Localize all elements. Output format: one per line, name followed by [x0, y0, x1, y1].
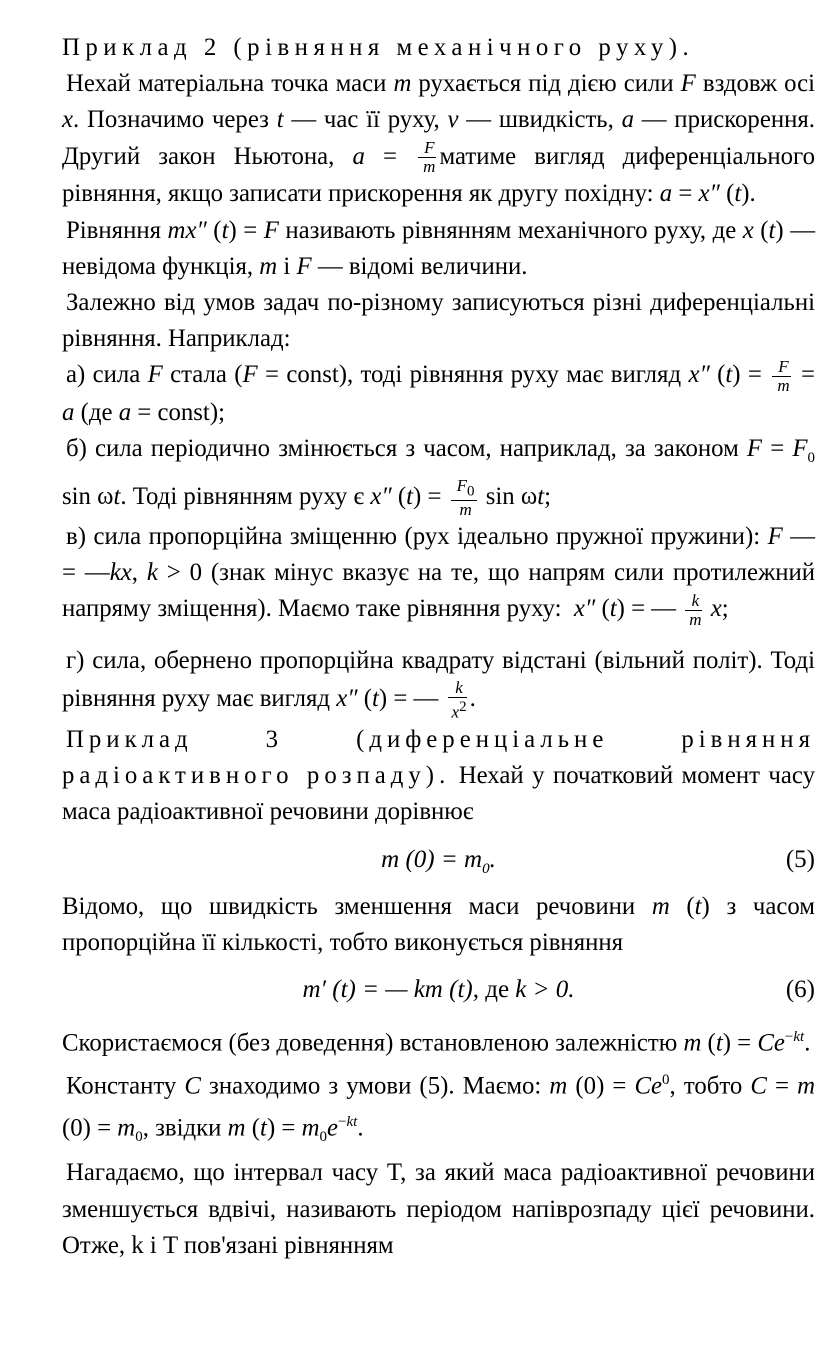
fraction: $\frac{F}{m}$ [418, 139, 436, 176]
equation-5: m $(0) = m_0$. (5) [62, 831, 815, 889]
example2-heading: Приклад 2 (рівняння механічного руху). [62, 34, 695, 61]
equation-number: (6) [785, 976, 815, 1004]
fraction: $\frac{k}{m}$ [685, 592, 701, 629]
equation-number: (5) [785, 845, 815, 873]
motion-equation-text: Рівняння mx″ (t) = F називають рівнянням механічного руху, де x (t) — невідома функція, m і F — відомі величини. [62, 216, 815, 280]
case-a: а) сила F стала (F = const), тоді рівняння руху має вигляд x″ (t) = $\frac{F}{m}$ = a (де a = const); [62, 357, 815, 427]
fraction: $\frac{k}{x^2}$ [448, 679, 467, 722]
case-b: б) сила періодично змінюється з часом, наприклад, за законом $F = F_0$ sin ωt. Тоді рівнянням руху є x″ (t) = $\frac{F_0}{m}$ sin ωt; [62, 435, 815, 519]
case-d: г) сила, обернено пропорційна квадрату відстані (вільний політ). Тоді рівняння руху має вигляд x″ (t) = — $\frac{k}{x^2}$ . [62, 647, 815, 723]
example3-text2: Скористаємося (без доведення) встановленою залежністю m $(t) = Ce^{-kt}$. [62, 1029, 811, 1057]
cases-intro: Залежно від умов задач по-різному записуються різні диференціальні рівняння. Наприклад: [62, 289, 815, 353]
example2-intro: Нехай матеріальна точка маси m рухається під дією сили F вздовж осі x. Позначимо через t — час її руху, v — швидкість, a — прискорення. Другий закон Ньютона, a = $\frac{F}{m}$ матиме вигляд диференціального рівняння, якщо записати прискорення як другу похідну: a = x″ (t). [62, 70, 815, 208]
equation-6: m′ (t) = — km (t), де k > 0. (6) [62, 961, 815, 1019]
example3-text4: Нагадаємо, що інтервал часу T, за який маса радіоактивної речовини зменшується вдвічі, називають періодом напіврозпаду цієї речовини. Отже, k і T пов'язані рівнянням [62, 1159, 815, 1259]
fraction: $\frac{F}{m}$ [772, 358, 790, 395]
example3-text1: Відомо, що швидкість зменшення маси речовини m (t) з часом пропорційна її кількості, тобто виконується рівняння [62, 892, 815, 956]
fraction: $\frac{F_0}{m}$ [451, 477, 477, 519]
case-c: в) сила пропорційна зміщенню (рух ідеально пружної пружини): F — = —kx, k > 0 (знак мінус вказує на те, що напрям сили протилежний напряму зміщення). Маємо таке рівняння руху: x″ (t) = — $\frac{k}{m}$ x; [62, 523, 816, 630]
example3-text3: Константу C знаходимо з умови (5). Маємо: m $(0) = Ce^0$, тобто C = m $(0) = m_0$, звідки m $(t) = m_0e^{-kt}$. [62, 1071, 815, 1146]
example3-heading: Приклад 3 (диференціальне рівняння радіоактивного розпаду). Нехай у початковий момент часу маса радіоактивної речовини дорівнює [62, 726, 815, 826]
